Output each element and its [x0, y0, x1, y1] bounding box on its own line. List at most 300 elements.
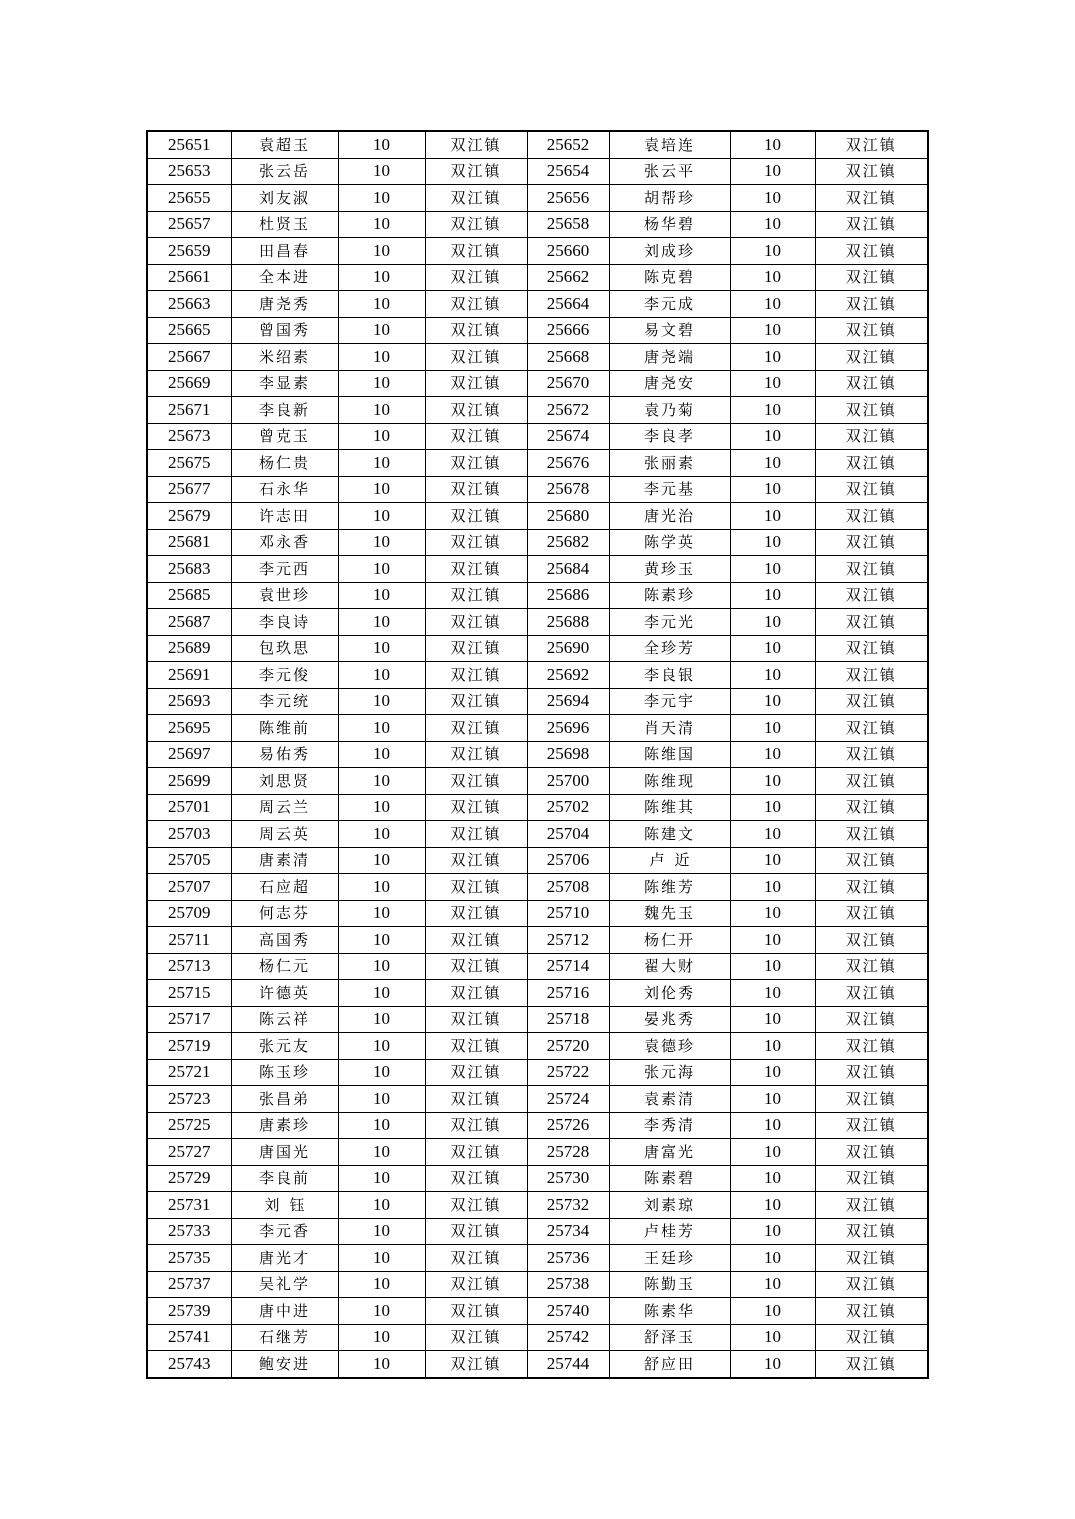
- table-row: [147, 582, 928, 609]
- table-row: [147, 556, 928, 583]
- record-id-cell: 25667: [147, 344, 231, 371]
- record-id-cell: 25663: [147, 291, 231, 318]
- count-value-cell: 10: [338, 1298, 425, 1325]
- person-name-cell: 全珍芳: [609, 635, 730, 662]
- person-name-cell: 陈素华: [609, 1298, 730, 1325]
- table-row: [147, 847, 928, 874]
- person-name-cell: 李元成: [609, 291, 730, 318]
- count-value-cell: 10: [338, 980, 425, 1007]
- table-row: [147, 688, 928, 715]
- person-name-cell: 李良银: [609, 662, 730, 689]
- town-name-cell: 双江镇: [425, 1324, 527, 1351]
- table-row: [147, 1298, 928, 1325]
- count-value-cell: 10: [730, 1165, 815, 1192]
- town-name-cell: 双江镇: [815, 821, 928, 848]
- person-name-cell: 肖天清: [609, 715, 730, 742]
- table-row: [147, 980, 928, 1007]
- town-name-cell: 双江镇: [425, 1218, 527, 1245]
- person-name-cell: 袁培连: [609, 131, 730, 158]
- record-id-cell: 25685: [147, 582, 231, 609]
- record-id-cell: 25704: [527, 821, 609, 848]
- count-value-cell: 10: [338, 344, 425, 371]
- record-id-cell: 25735: [147, 1245, 231, 1272]
- count-value-cell: 10: [338, 688, 425, 715]
- town-name-cell: 双江镇: [815, 741, 928, 768]
- record-id-cell: 25743: [147, 1351, 231, 1378]
- count-value-cell: 10: [338, 1112, 425, 1139]
- table-row: [147, 344, 928, 371]
- count-value-cell: 10: [730, 344, 815, 371]
- person-name-cell: 刘伦秀: [609, 980, 730, 1007]
- town-name-cell: 双江镇: [425, 211, 527, 238]
- record-id-cell: 25662: [527, 264, 609, 291]
- person-name-cell: 陈云祥: [231, 1006, 338, 1033]
- count-value-cell: 10: [730, 1271, 815, 1298]
- count-value-cell: 10: [730, 291, 815, 318]
- record-id-cell: 25732: [527, 1192, 609, 1219]
- record-id-cell: 25664: [527, 291, 609, 318]
- table-row: [147, 1112, 928, 1139]
- record-id-cell: 25661: [147, 264, 231, 291]
- person-name-cell: 李良前: [231, 1165, 338, 1192]
- count-value-cell: 10: [338, 1324, 425, 1351]
- town-name-cell: 双江镇: [425, 1006, 527, 1033]
- record-id-cell: 25718: [527, 1006, 609, 1033]
- record-id-cell: 25722: [527, 1059, 609, 1086]
- table-row: [147, 264, 928, 291]
- count-value-cell: 10: [338, 423, 425, 450]
- town-name-cell: 双江镇: [425, 423, 527, 450]
- town-name-cell: 双江镇: [815, 1245, 928, 1272]
- person-name-cell: 张元海: [609, 1059, 730, 1086]
- town-name-cell: 双江镇: [815, 1086, 928, 1113]
- count-value-cell: 10: [730, 529, 815, 556]
- person-name-cell: 袁世珍: [231, 582, 338, 609]
- count-value-cell: 10: [730, 1245, 815, 1272]
- record-id-cell: 25716: [527, 980, 609, 1007]
- record-id-cell: 25689: [147, 635, 231, 662]
- person-name-cell: 何志芬: [231, 900, 338, 927]
- record-id-cell: 25728: [527, 1139, 609, 1166]
- town-name-cell: 双江镇: [815, 1112, 928, 1139]
- count-value-cell: 10: [730, 768, 815, 795]
- record-id-cell: 25672: [527, 397, 609, 424]
- town-name-cell: 双江镇: [815, 794, 928, 821]
- count-value-cell: 10: [338, 741, 425, 768]
- town-name-cell: 双江镇: [425, 317, 527, 344]
- record-id-cell: 25695: [147, 715, 231, 742]
- record-id-cell: 25725: [147, 1112, 231, 1139]
- person-name-cell: 鲍安进: [231, 1351, 338, 1378]
- table-row: [147, 317, 928, 344]
- record-id-cell: 25719: [147, 1033, 231, 1060]
- table-row: [147, 1006, 928, 1033]
- count-value-cell: 10: [338, 450, 425, 477]
- record-id-cell: 25651: [147, 131, 231, 158]
- count-value-cell: 10: [338, 1245, 425, 1272]
- table-row: [147, 1324, 928, 1351]
- count-value-cell: 10: [730, 1351, 815, 1378]
- table-row: [147, 768, 928, 795]
- table-row: [147, 821, 928, 848]
- record-id-cell: 25742: [527, 1324, 609, 1351]
- record-id-cell: 25702: [527, 794, 609, 821]
- count-value-cell: 10: [730, 556, 815, 583]
- record-id-cell: 25677: [147, 476, 231, 503]
- count-value-cell: 10: [730, 953, 815, 980]
- record-id-cell: 25659: [147, 238, 231, 265]
- record-id-cell: 25688: [527, 609, 609, 636]
- table-row: [147, 238, 928, 265]
- person-name-cell: 陈素碧: [609, 1165, 730, 1192]
- person-name-cell: 李显素: [231, 370, 338, 397]
- record-id-cell: 25707: [147, 874, 231, 901]
- record-id-cell: 25712: [527, 927, 609, 954]
- person-name-cell: 李元香: [231, 1218, 338, 1245]
- count-value-cell: 10: [338, 1059, 425, 1086]
- count-value-cell: 10: [338, 1192, 425, 1219]
- person-name-cell: 许志田: [231, 503, 338, 530]
- town-name-cell: 双江镇: [815, 688, 928, 715]
- record-id-cell: 25727: [147, 1139, 231, 1166]
- count-value-cell: 10: [730, 397, 815, 424]
- town-name-cell: 双江镇: [425, 158, 527, 185]
- count-value-cell: 10: [730, 1112, 815, 1139]
- count-value-cell: 10: [338, 715, 425, 742]
- person-name-cell: 杜贤玉: [231, 211, 338, 238]
- town-name-cell: 双江镇: [425, 609, 527, 636]
- person-name-cell: 易佑秀: [231, 741, 338, 768]
- person-name-cell: 唐国光: [231, 1139, 338, 1166]
- town-name-cell: 双江镇: [425, 1351, 527, 1378]
- count-value-cell: 10: [730, 158, 815, 185]
- count-value-cell: 10: [338, 185, 425, 212]
- table-row: [147, 1218, 928, 1245]
- record-id-cell: 25668: [527, 344, 609, 371]
- table-row: [147, 476, 928, 503]
- count-value-cell: 10: [338, 900, 425, 927]
- record-id-cell: 25675: [147, 450, 231, 477]
- person-name-cell: 易文碧: [609, 317, 730, 344]
- record-id-cell: 25693: [147, 688, 231, 715]
- town-name-cell: 双江镇: [425, 503, 527, 530]
- person-name-cell: 李元统: [231, 688, 338, 715]
- table-row: [147, 423, 928, 450]
- count-value-cell: 10: [338, 927, 425, 954]
- count-value-cell: 10: [730, 900, 815, 927]
- table-row: [147, 131, 928, 158]
- count-value-cell: 10: [338, 503, 425, 530]
- town-name-cell: 双江镇: [815, 1033, 928, 1060]
- record-id-cell: 25697: [147, 741, 231, 768]
- count-value-cell: 10: [730, 635, 815, 662]
- person-name-cell: 张丽素: [609, 450, 730, 477]
- record-id-cell: 25670: [527, 370, 609, 397]
- count-value-cell: 10: [730, 1324, 815, 1351]
- count-value-cell: 10: [730, 1139, 815, 1166]
- table-row: [147, 635, 928, 662]
- table-row: [147, 450, 928, 477]
- person-name-cell: 晏兆秀: [609, 1006, 730, 1033]
- person-name-cell: 曾克玉: [231, 423, 338, 450]
- person-name-cell: 唐尧秀: [231, 291, 338, 318]
- record-id-cell: 25656: [527, 185, 609, 212]
- person-name-cell: 陈勤玉: [609, 1271, 730, 1298]
- town-name-cell: 双江镇: [815, 927, 928, 954]
- town-name-cell: 双江镇: [815, 768, 928, 795]
- count-value-cell: 10: [730, 1192, 815, 1219]
- count-value-cell: 10: [730, 609, 815, 636]
- town-name-cell: 双江镇: [815, 291, 928, 318]
- person-name-cell: 田昌春: [231, 238, 338, 265]
- table-row: [147, 715, 928, 742]
- town-name-cell: 双江镇: [815, 158, 928, 185]
- record-id-cell: 25708: [527, 874, 609, 901]
- town-name-cell: 双江镇: [815, 609, 928, 636]
- town-name-cell: 双江镇: [815, 1298, 928, 1325]
- count-value-cell: 10: [338, 635, 425, 662]
- count-value-cell: 10: [730, 238, 815, 265]
- count-value-cell: 10: [730, 476, 815, 503]
- town-name-cell: 双江镇: [425, 529, 527, 556]
- count-value-cell: 10: [730, 847, 815, 874]
- town-name-cell: 双江镇: [425, 1059, 527, 1086]
- table-row: [147, 1271, 928, 1298]
- town-name-cell: 双江镇: [815, 264, 928, 291]
- table-row: [147, 900, 928, 927]
- count-value-cell: 10: [338, 370, 425, 397]
- record-id-cell: 25678: [527, 476, 609, 503]
- count-value-cell: 10: [338, 821, 425, 848]
- count-value-cell: 10: [730, 874, 815, 901]
- town-name-cell: 双江镇: [425, 1112, 527, 1139]
- town-name-cell: 双江镇: [425, 450, 527, 477]
- record-id-cell: 25726: [527, 1112, 609, 1139]
- town-name-cell: 双江镇: [425, 927, 527, 954]
- person-name-cell: 黄珍玉: [609, 556, 730, 583]
- record-id-cell: 25658: [527, 211, 609, 238]
- record-id-cell: 25710: [527, 900, 609, 927]
- record-id-cell: 25723: [147, 1086, 231, 1113]
- record-id-cell: 25666: [527, 317, 609, 344]
- town-name-cell: 双江镇: [425, 953, 527, 980]
- count-value-cell: 10: [730, 821, 815, 848]
- person-name-cell: 胡帮珍: [609, 185, 730, 212]
- town-name-cell: 双江镇: [815, 529, 928, 556]
- table-row: [147, 1059, 928, 1086]
- record-id-cell: 25699: [147, 768, 231, 795]
- count-value-cell: 10: [338, 768, 425, 795]
- register-body: [147, 131, 928, 1378]
- town-name-cell: 双江镇: [425, 1245, 527, 1272]
- town-name-cell: 双江镇: [815, 953, 928, 980]
- table-row: [147, 503, 928, 530]
- count-value-cell: 10: [338, 238, 425, 265]
- record-id-cell: 25741: [147, 1324, 231, 1351]
- count-value-cell: 10: [730, 211, 815, 238]
- town-name-cell: 双江镇: [425, 556, 527, 583]
- record-id-cell: 25690: [527, 635, 609, 662]
- person-name-cell: 陈建文: [609, 821, 730, 848]
- person-name-cell: 李元基: [609, 476, 730, 503]
- count-value-cell: 10: [338, 529, 425, 556]
- person-name-cell: 曾国秀: [231, 317, 338, 344]
- count-value-cell: 10: [338, 291, 425, 318]
- count-value-cell: 10: [730, 1218, 815, 1245]
- table-row: [147, 662, 928, 689]
- table-row: [147, 741, 928, 768]
- town-name-cell: 双江镇: [425, 980, 527, 1007]
- record-id-cell: 25687: [147, 609, 231, 636]
- count-value-cell: 10: [338, 1033, 425, 1060]
- person-name-cell: 袁素清: [609, 1086, 730, 1113]
- town-name-cell: 双江镇: [425, 238, 527, 265]
- person-name-cell: 李良新: [231, 397, 338, 424]
- town-name-cell: 双江镇: [815, 317, 928, 344]
- record-id-cell: 25729: [147, 1165, 231, 1192]
- record-id-cell: 25720: [527, 1033, 609, 1060]
- person-name-cell: 陈学英: [609, 529, 730, 556]
- record-id-cell: 25683: [147, 556, 231, 583]
- town-name-cell: 双江镇: [425, 900, 527, 927]
- person-name-cell: 周云兰: [231, 794, 338, 821]
- count-value-cell: 10: [730, 185, 815, 212]
- person-name-cell: 刘钰: [231, 1192, 338, 1219]
- count-value-cell: 10: [730, 794, 815, 821]
- town-name-cell: 双江镇: [815, 1324, 928, 1351]
- person-name-cell: 张云岳: [231, 158, 338, 185]
- record-id-cell: 25713: [147, 953, 231, 980]
- person-name-cell: 陈素珍: [609, 582, 730, 609]
- record-id-cell: 25655: [147, 185, 231, 212]
- person-name-cell: 刘成珍: [609, 238, 730, 265]
- person-name-cell: 张元友: [231, 1033, 338, 1060]
- count-value-cell: 10: [338, 158, 425, 185]
- person-name-cell: 张昌弟: [231, 1086, 338, 1113]
- person-name-cell: 邓永香: [231, 529, 338, 556]
- person-name-cell: 李良孝: [609, 423, 730, 450]
- count-value-cell: 10: [338, 131, 425, 158]
- record-id-cell: 25691: [147, 662, 231, 689]
- town-name-cell: 双江镇: [815, 185, 928, 212]
- town-name-cell: 双江镇: [425, 1271, 527, 1298]
- town-name-cell: 双江镇: [815, 370, 928, 397]
- town-name-cell: 双江镇: [425, 662, 527, 689]
- town-name-cell: 双江镇: [815, 450, 928, 477]
- town-name-cell: 双江镇: [425, 635, 527, 662]
- count-value-cell: 10: [338, 609, 425, 636]
- town-name-cell: 双江镇: [815, 1351, 928, 1378]
- town-name-cell: 双江镇: [815, 238, 928, 265]
- count-value-cell: 10: [730, 662, 815, 689]
- person-name-cell: 王廷珍: [609, 1245, 730, 1272]
- count-value-cell: 10: [730, 423, 815, 450]
- person-name-cell: 杨华碧: [609, 211, 730, 238]
- town-name-cell: 双江镇: [815, 635, 928, 662]
- person-name-cell: 吴礼学: [231, 1271, 338, 1298]
- count-value-cell: 10: [338, 847, 425, 874]
- town-name-cell: 双江镇: [815, 874, 928, 901]
- person-name-cell: 石永华: [231, 476, 338, 503]
- town-name-cell: 双江镇: [425, 185, 527, 212]
- town-name-cell: 双江镇: [425, 1033, 527, 1060]
- count-value-cell: 10: [338, 1351, 425, 1378]
- person-name-cell: 陈维前: [231, 715, 338, 742]
- town-name-cell: 双江镇: [425, 1298, 527, 1325]
- person-name-cell: 陈维其: [609, 794, 730, 821]
- town-name-cell: 双江镇: [425, 1086, 527, 1113]
- person-name-cell: 刘友淑: [231, 185, 338, 212]
- record-id-cell: 25673: [147, 423, 231, 450]
- person-name-cell: 李元西: [231, 556, 338, 583]
- count-value-cell: 10: [730, 131, 815, 158]
- record-id-cell: 25681: [147, 529, 231, 556]
- record-id-cell: 25674: [527, 423, 609, 450]
- town-name-cell: 双江镇: [425, 874, 527, 901]
- record-id-cell: 25653: [147, 158, 231, 185]
- town-name-cell: 双江镇: [425, 397, 527, 424]
- table-row: [147, 1245, 928, 1272]
- count-value-cell: 10: [338, 794, 425, 821]
- town-name-cell: 双江镇: [425, 688, 527, 715]
- record-id-cell: 25684: [527, 556, 609, 583]
- record-id-cell: 25709: [147, 900, 231, 927]
- table-row: [147, 1086, 928, 1113]
- record-id-cell: 25744: [527, 1351, 609, 1378]
- town-name-cell: 双江镇: [815, 582, 928, 609]
- town-name-cell: 双江镇: [815, 662, 928, 689]
- town-name-cell: 双江镇: [815, 344, 928, 371]
- record-id-cell: 25721: [147, 1059, 231, 1086]
- person-name-cell: 陈克碧: [609, 264, 730, 291]
- town-name-cell: 双江镇: [815, 1139, 928, 1166]
- record-id-cell: 25657: [147, 211, 231, 238]
- count-value-cell: 10: [338, 1165, 425, 1192]
- town-name-cell: 双江镇: [425, 715, 527, 742]
- town-name-cell: 双江镇: [425, 1192, 527, 1219]
- table-row: [147, 874, 928, 901]
- record-id-cell: 25715: [147, 980, 231, 1007]
- town-name-cell: 双江镇: [425, 582, 527, 609]
- person-name-cell: 李元光: [609, 609, 730, 636]
- person-name-cell: 袁超玉: [231, 131, 338, 158]
- count-value-cell: 10: [338, 1271, 425, 1298]
- person-name-cell: 卢桂芳: [609, 1218, 730, 1245]
- person-name-cell: 翟大财: [609, 953, 730, 980]
- town-name-cell: 双江镇: [815, 423, 928, 450]
- person-name-cell: 陈维国: [609, 741, 730, 768]
- record-id-cell: 25738: [527, 1271, 609, 1298]
- count-value-cell: 10: [338, 1218, 425, 1245]
- person-name-cell: 李良诗: [231, 609, 338, 636]
- person-name-cell: 卢近: [609, 847, 730, 874]
- person-name-cell: 唐富光: [609, 1139, 730, 1166]
- count-value-cell: 10: [730, 688, 815, 715]
- person-name-cell: 唐素珍: [231, 1112, 338, 1139]
- record-id-cell: 25669: [147, 370, 231, 397]
- count-value-cell: 10: [338, 1086, 425, 1113]
- town-name-cell: 双江镇: [425, 768, 527, 795]
- person-name-cell: 石应超: [231, 874, 338, 901]
- person-name-cell: 高国秀: [231, 927, 338, 954]
- count-value-cell: 10: [338, 476, 425, 503]
- person-name-cell: 刘素琼: [609, 1192, 730, 1219]
- person-name-cell: 全本进: [231, 264, 338, 291]
- count-value-cell: 10: [730, 1006, 815, 1033]
- person-name-cell: 李元宇: [609, 688, 730, 715]
- record-id-cell: 25665: [147, 317, 231, 344]
- count-value-cell: 10: [338, 582, 425, 609]
